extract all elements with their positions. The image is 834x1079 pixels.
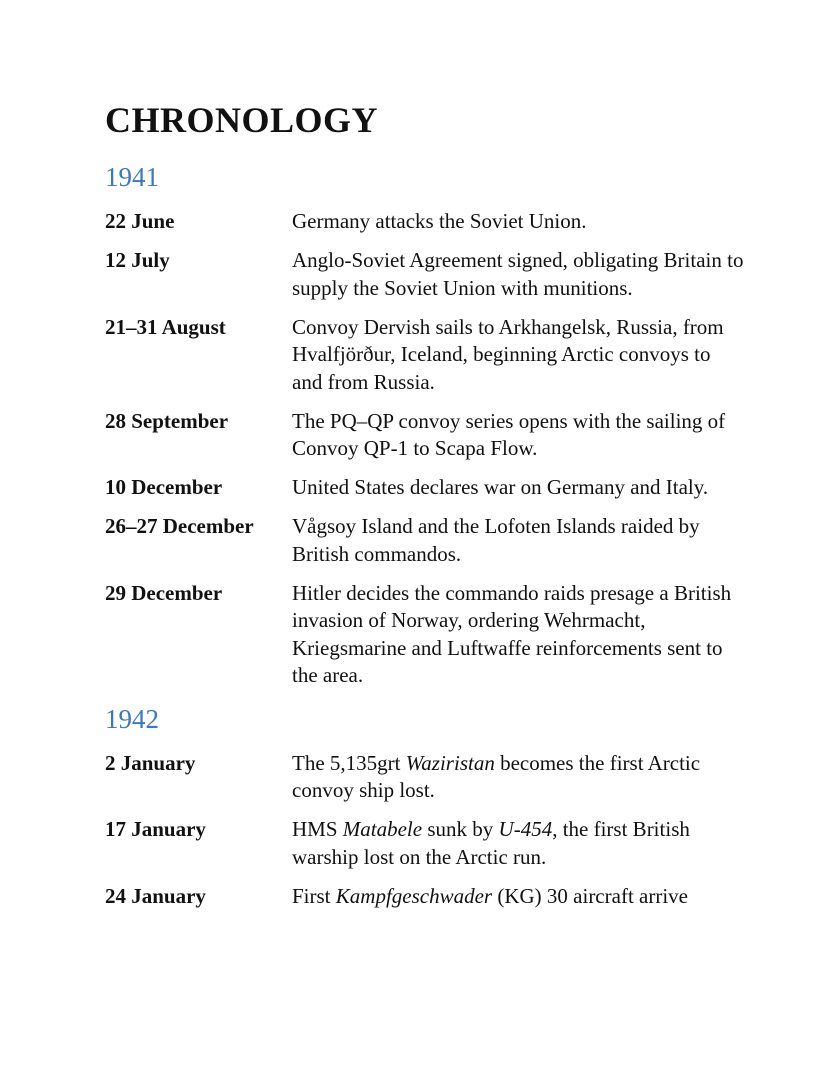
entry-date: 26–27 December bbox=[105, 514, 254, 538]
timeline-entry bbox=[105, 580, 745, 690]
entry-text: The 5,135grt bbox=[292, 750, 406, 775]
page-title: CHRONOLOGY bbox=[105, 100, 379, 140]
entries-1941 bbox=[105, 208, 745, 690]
timeline-entry bbox=[105, 816, 745, 871]
entry-text: becomes the first Arctic convoy ship lost. bbox=[292, 750, 701, 802]
year-heading-1941: 1941 bbox=[105, 162, 159, 192]
year-heading-1942: 1942 bbox=[105, 703, 159, 734]
timeline-entry bbox=[105, 408, 745, 463]
entry-description bbox=[292, 247, 745, 302]
entry-text: sunk by bbox=[422, 817, 499, 841]
timeline-entry bbox=[105, 513, 745, 568]
timeline-entry bbox=[105, 314, 745, 397]
entry-description bbox=[292, 883, 745, 911]
entry-text: First bbox=[292, 883, 336, 908]
ship-name: Matabele bbox=[342, 817, 423, 841]
entry-text: (KG) 30 aircraft arrive bbox=[492, 883, 688, 908]
entry-date: 24 January bbox=[105, 883, 206, 908]
unit-name: Kampfgeschwader bbox=[335, 883, 493, 908]
timeline-entry bbox=[105, 208, 745, 236]
entry-text: Convoy Dervish sails to Arkhangelsk, Russia, from Hvalfjörður, Iceland, beginning Arctic convoys to and from Russia. bbox=[292, 314, 724, 394]
entry-description bbox=[292, 816, 745, 871]
entry-description bbox=[292, 513, 745, 568]
timeline-entry bbox=[105, 750, 745, 805]
entries-1942 bbox=[105, 750, 745, 911]
timeline-entry bbox=[105, 474, 745, 502]
entry-text: , the first British warship lost on the Arctic run. bbox=[292, 817, 690, 869]
entry-text: Germany attacks the Soviet Union. bbox=[292, 209, 587, 233]
ship-name: Waziristan bbox=[405, 750, 495, 775]
entry-description bbox=[292, 314, 745, 397]
entry-description bbox=[292, 750, 745, 805]
entry-date: 12 July bbox=[105, 248, 170, 272]
timeline-entry bbox=[105, 247, 745, 302]
entry-date: 2 January bbox=[105, 750, 196, 775]
entry-date: 22 June bbox=[105, 209, 175, 233]
entry-text: Anglo-Soviet Agreement signed, obligating Britain to supply the Soviet Union with munitions. bbox=[292, 248, 744, 300]
entry-description bbox=[292, 474, 745, 502]
entry-date: 10 December bbox=[105, 475, 223, 499]
entry-description bbox=[292, 408, 745, 463]
entry-date: 17 January bbox=[105, 817, 206, 841]
entry-text: Hitler decides the commando raids presage a British invasion of Norway, ordering Wehrmacht, Kriegsmarine and Luftwaffe reinforcements sent to the area. bbox=[292, 580, 732, 687]
entry-text: United States declares war on Germany and Italy. bbox=[292, 475, 709, 499]
entry-description bbox=[292, 208, 745, 236]
chronology-page bbox=[105, 98, 745, 922]
timeline-entry bbox=[105, 883, 745, 911]
entry-date: 28 September bbox=[105, 408, 229, 433]
entry-date: 21–31 August bbox=[105, 314, 226, 339]
submarine-name: U-454 bbox=[498, 817, 553, 841]
entry-text: The PQ–QP convoy series opens with the sailing of Convoy QP-1 to Scapa Flow. bbox=[292, 408, 726, 460]
entry-text: Vågsoy Island and the Lofoten Islands raided by British commandos. bbox=[292, 514, 700, 566]
entry-text: HMS bbox=[292, 817, 343, 841]
entry-description bbox=[292, 580, 745, 690]
entry-date: 29 December bbox=[105, 580, 223, 605]
